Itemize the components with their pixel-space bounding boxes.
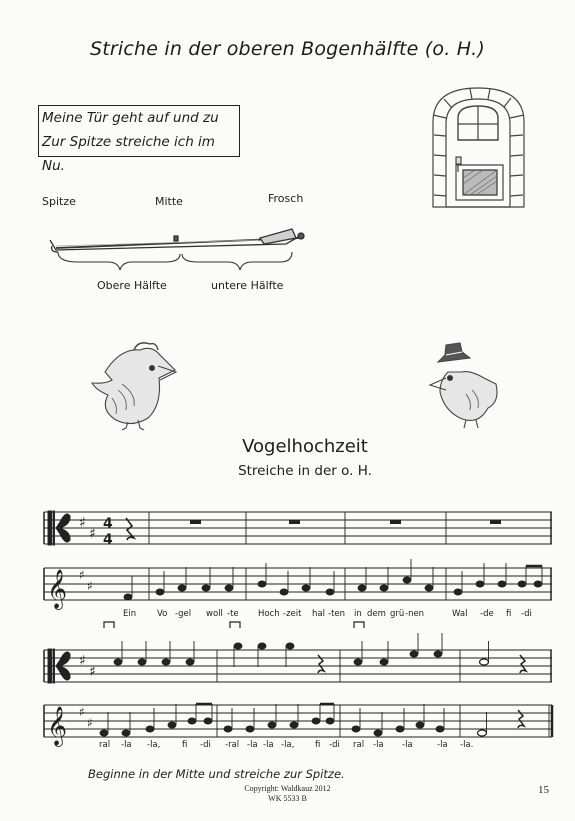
lyric-syllable: fi — [506, 609, 512, 619]
lyric-syllable: -gel — [175, 609, 192, 619]
lyric-syllable: -la — [121, 740, 132, 750]
lyric-syllable: -la — [437, 740, 448, 750]
lyric-syllable: -ten — [328, 609, 346, 619]
instruction-text: Beginne in der Mitte und streiche zur Spitze. — [88, 767, 345, 781]
lyric-syllable: Hoch — [258, 609, 280, 619]
upper-half-label: Obere Hälfte — [97, 279, 167, 292]
lyric-syllable: fi — [315, 740, 321, 750]
lyric-syllable: ral — [99, 740, 111, 750]
staff-system-2 — [44, 622, 552, 747]
lyric-syllable: -la, — [147, 740, 161, 750]
bird-with-hat-drawing — [430, 343, 497, 428]
poem-line-1: Meine Tür geht auf und zu — [42, 110, 219, 126]
lyric-syllable: -la — [402, 740, 413, 750]
lyric-syllable: in — [354, 609, 362, 619]
lyric-syllable: Ein — [123, 609, 137, 619]
lyric-syllable: -di — [200, 740, 211, 750]
lower-half-label: untere Hälfte — [211, 279, 284, 292]
page-title: Striche in der oberen Bogenhälfte (o. H.) — [89, 38, 486, 60]
catalog-number: WK 5533 B — [268, 794, 307, 803]
svg-text:4: 4 — [103, 516, 113, 532]
door-drawing — [433, 88, 524, 207]
lyric-syllable: Wal — [452, 609, 468, 619]
poem-line-2: Zur Spitze streiche ich im Nu. — [42, 134, 215, 174]
bow-label-middle: Mitte — [155, 195, 183, 208]
svg-text:♯: ♯ — [79, 515, 86, 531]
lyric-syllable: -zeit — [283, 609, 302, 619]
svg-text:𝄞: 𝄞 — [47, 569, 68, 609]
bow-label-tip: Spitze — [42, 195, 76, 208]
lyric-syllable: -nen — [405, 609, 425, 619]
lyric-syllable: ral — [353, 740, 365, 750]
alto-staff-1 — [44, 511, 552, 548]
bow-drawing — [50, 229, 304, 270]
lyric-syllable: -la, — [281, 740, 295, 750]
lyric-syllable: -la — [263, 740, 274, 750]
treble-staff-2 — [44, 704, 552, 747]
svg-text:𝄞: 𝄞 — [47, 706, 68, 746]
lyric-syllable: grü — [390, 609, 405, 619]
lyric-syllable: woll — [206, 609, 223, 619]
lyric-syllable: Vo — [157, 609, 168, 619]
copyright-line: Copyright: Waldkauz 2012 — [244, 784, 331, 793]
lyric-syllable: dem — [367, 609, 386, 619]
alto-staff-2 — [44, 622, 552, 683]
staff-system-1 — [44, 511, 552, 610]
lyric-syllable: -te — [227, 609, 239, 619]
lyric-syllable: -la — [247, 740, 258, 750]
bow-label-frog: Frosch — [268, 192, 304, 205]
lyric-syllable: hal — [312, 609, 325, 619]
svg-text:♯: ♯ — [89, 526, 96, 542]
svg-text:4: 4 — [103, 532, 113, 548]
page-number: 15 — [538, 784, 549, 796]
svg-text:♯: ♯ — [87, 579, 93, 593]
lyric-syllable: -la — [373, 740, 384, 750]
svg-text:♯: ♯ — [79, 705, 85, 719]
lyric-syllable: -di — [329, 740, 340, 750]
bird-drawing — [92, 343, 176, 430]
svg-text:♯: ♯ — [79, 653, 86, 669]
svg-text:♯: ♯ — [89, 664, 96, 680]
lyric-syllable: -di — [521, 609, 532, 619]
treble-staff-1 — [44, 559, 552, 610]
svg-text:♯: ♯ — [87, 716, 93, 730]
svg-text:♯: ♯ — [79, 568, 85, 582]
lyric-syllable: -la. — [460, 740, 474, 750]
lyric-syllable: -de — [480, 609, 494, 619]
song-title: Vogelhochzeit — [242, 436, 368, 457]
lyric-syllable: -ral — [225, 740, 240, 750]
song-subtitle: Streiche in der o. H. — [238, 463, 372, 479]
lyric-syllable: fi — [182, 740, 188, 750]
